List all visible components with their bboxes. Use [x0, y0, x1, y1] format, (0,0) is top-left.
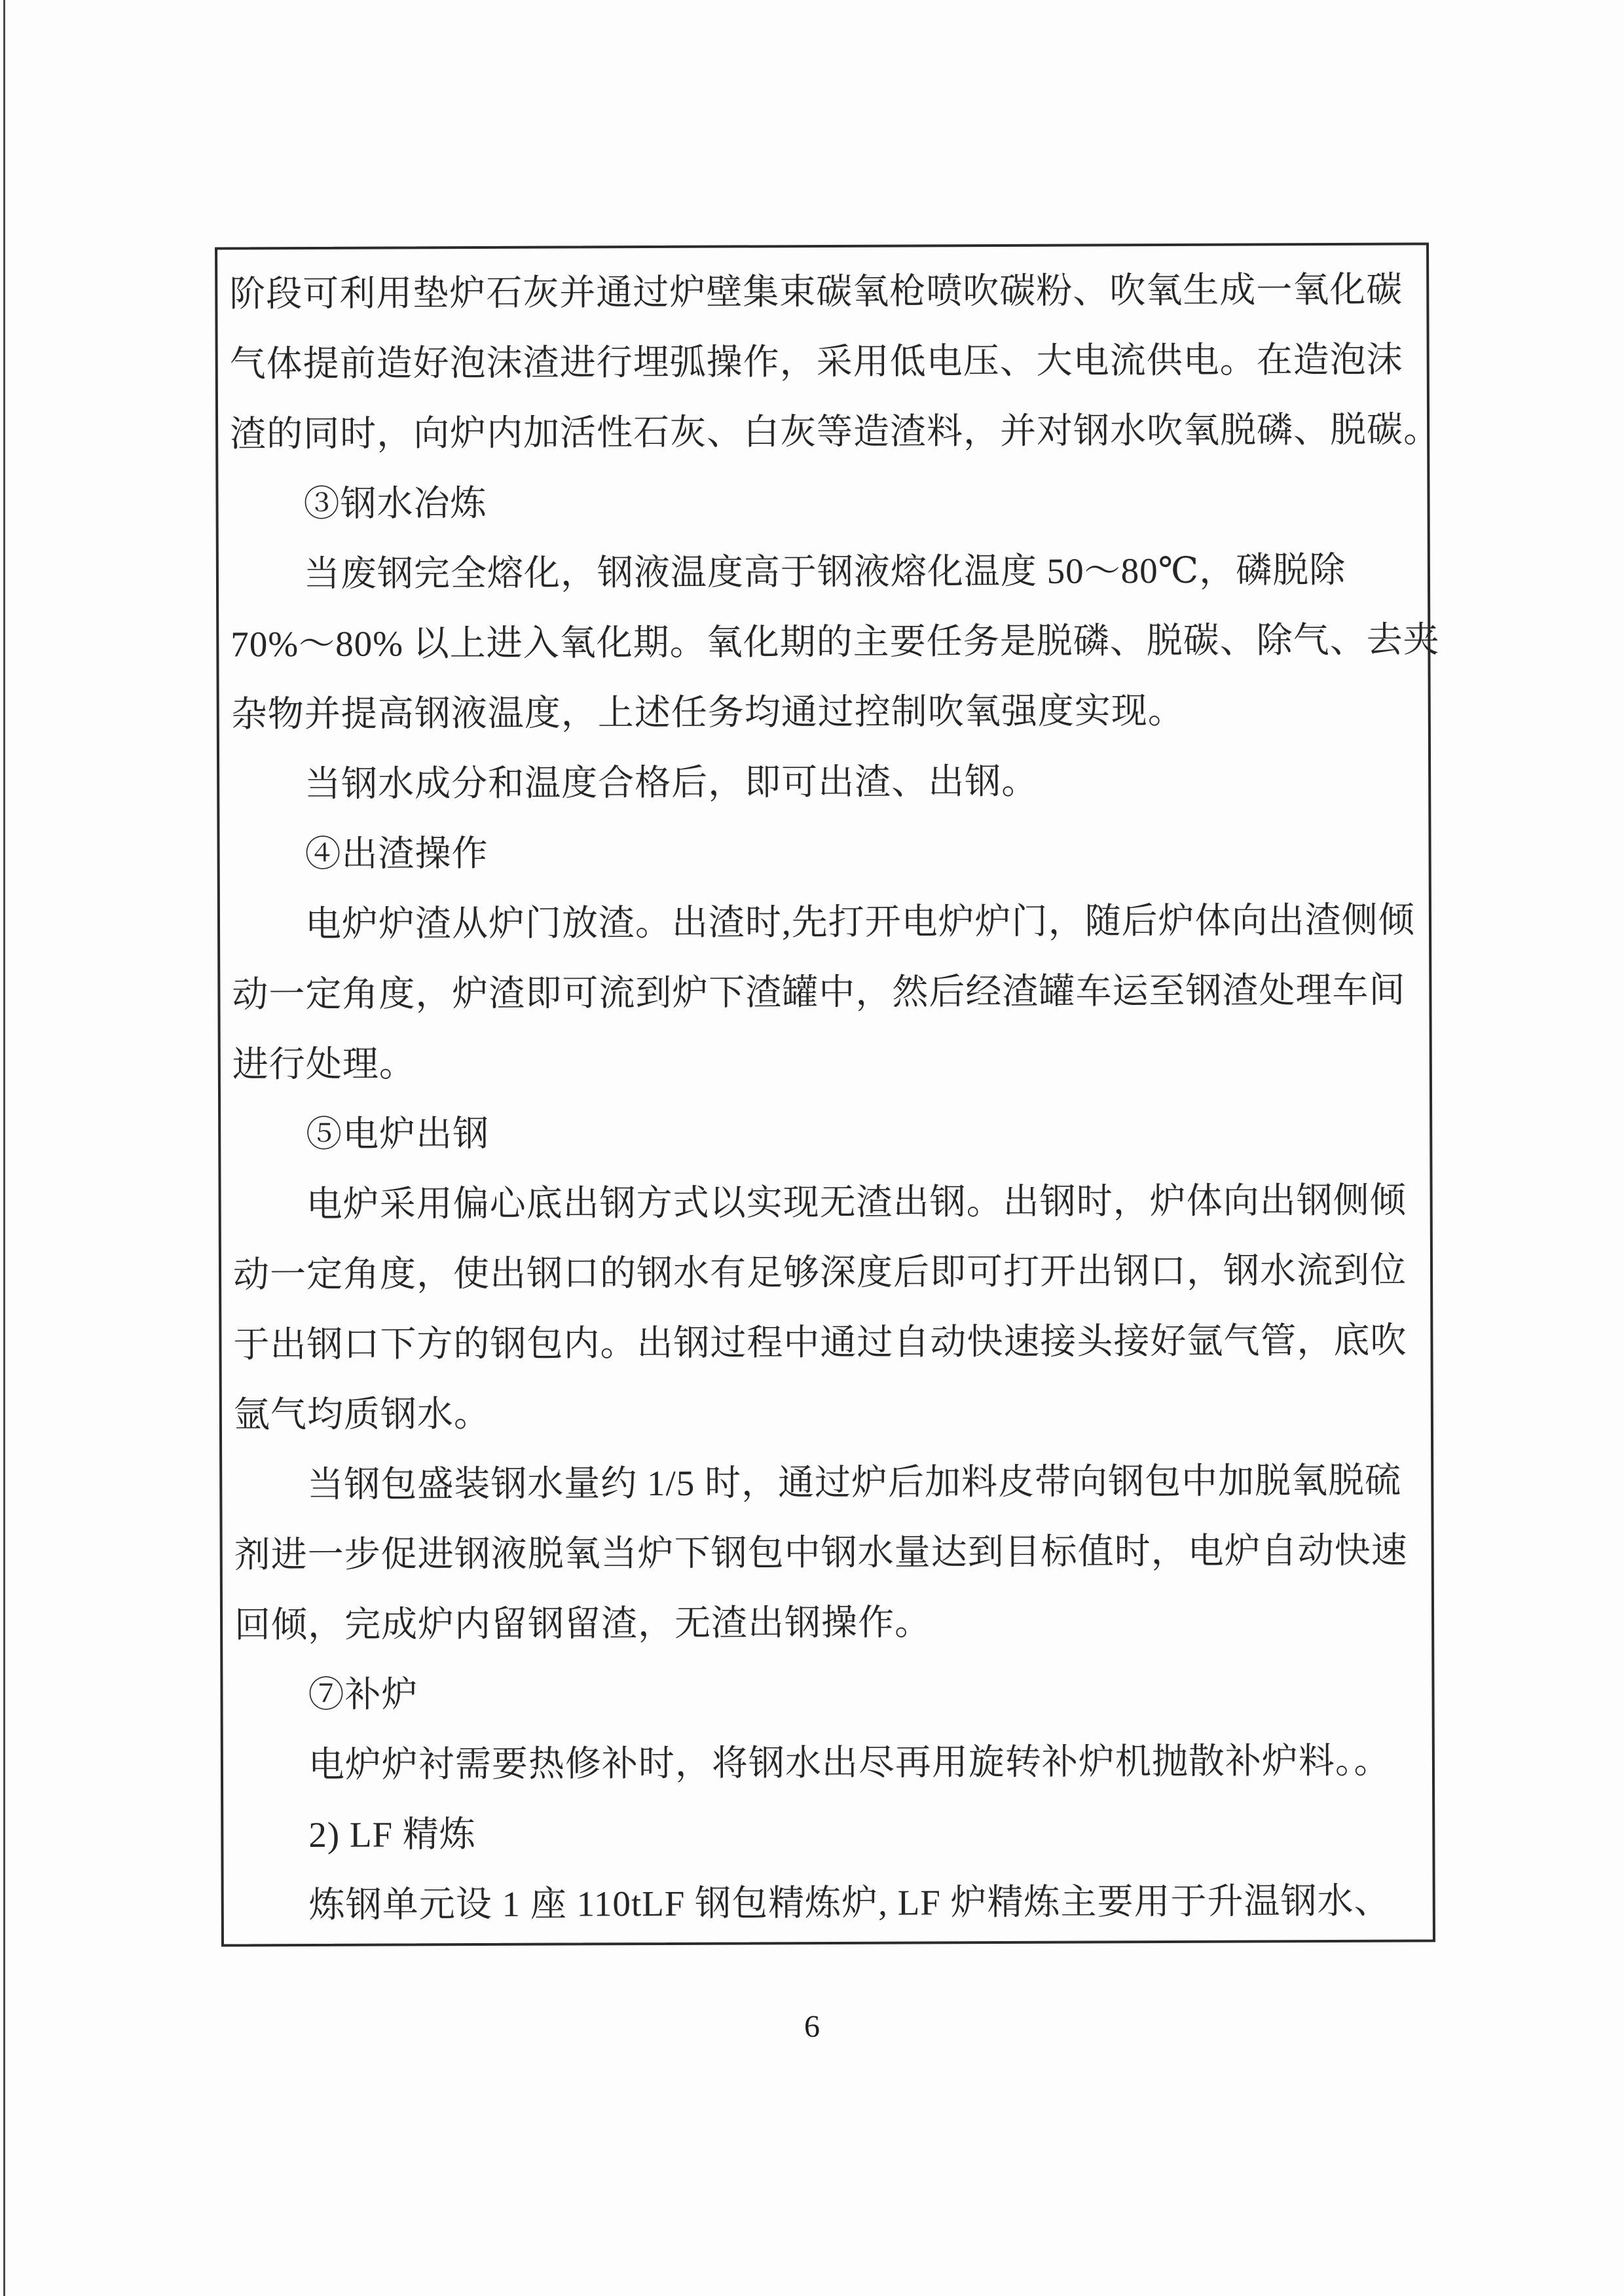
text-line: 动一定角度，使出钢口的钢水有足够深度后即可打开出钢口，钢水流到位	[232, 1250, 1407, 1295]
text-line: ④出渣操作	[304, 833, 489, 875]
text-line: 阶段可利用垫炉石灰并通过炉壁集束碳氧枪喷吹碳粉、吹氧生成一氧化碳	[229, 269, 1403, 314]
text-line: 杂物并提高钢液温度，上述任务均通过控制吹氧强度实现。	[231, 690, 1185, 735]
text-line: 炼钢单元设 1 座 110tLF 钢包精炼炉, LF 炉精炼主要用于升温钢水、	[308, 1880, 1391, 1925]
text-line: 于出钢口下方的钢包内。出钢过程中通过自动快速接头接好氩气管，底吹	[233, 1320, 1407, 1365]
text-line: 当钢包盛装钢水量约 1/5 时，通过炉后加料皮带向钢包中加脱氧脱硫	[307, 1460, 1402, 1505]
document-body	[229, 254, 1441, 1940]
text-line: 渣的同时，向炉内加活性石灰、白灰等造渣料，并对钢水吹氧脱磷、脱碳。	[230, 409, 1441, 454]
scan-edge-artifact	[3, 0, 5, 2296]
text-line: 电炉采用偏心底出钢方式以实现无渣出钢。出钢时，炉体向出钢侧倾	[306, 1180, 1407, 1225]
text-line: 氩气均质钢水。	[233, 1393, 491, 1435]
text-line: 70%～80% 以上进入氧化期。氧化期的主要任务是脱磷、脱碳、除气、去夹	[231, 619, 1440, 665]
text-line: 电炉炉衬需要热修补时，将钢水出尽再用旋转补炉机抛散补炉料。。	[308, 1740, 1391, 1785]
text-line: 进行处理。	[232, 1044, 416, 1085]
text-line: 回倾，完成炉内留钢留渣，无渣出钢操作。	[234, 1602, 932, 1645]
text-line: 电炉炉渣从炉门放渣。出渣时,先打开电炉炉门，随后炉体向出渣侧倾	[304, 900, 1415, 945]
text-line: 气体提前造好泡沫渣进行埋弧操作，采用低电压、大电流供电。在造泡沫	[229, 339, 1403, 384]
text-line: ③钢水冶炼	[303, 483, 487, 524]
text-line: 剂进一步促进钢液脱氧当炉下钢包中钢水量达到目标值时，电炉自动快速	[234, 1530, 1408, 1575]
text-line: 动一定角度，炉渣即可流到炉下渣罐中，然后经渣罐车运至钢渣处理车间	[232, 970, 1406, 1015]
text-line: ⑦补炉	[308, 1674, 418, 1715]
text-table-frame	[215, 242, 1441, 1946]
text-line: 当废钢完全熔化，钢液温度高于钢液熔化温度 50～80℃，磷脱除	[303, 549, 1346, 594]
text-line: 当钢水成分和温度合格后，即可出渣、出钢。	[304, 761, 1039, 805]
text-line: ⑤电炉出钢	[306, 1113, 490, 1155]
text-line: 2) LF 精炼	[308, 1814, 476, 1855]
page-number: 6	[804, 2009, 820, 2044]
